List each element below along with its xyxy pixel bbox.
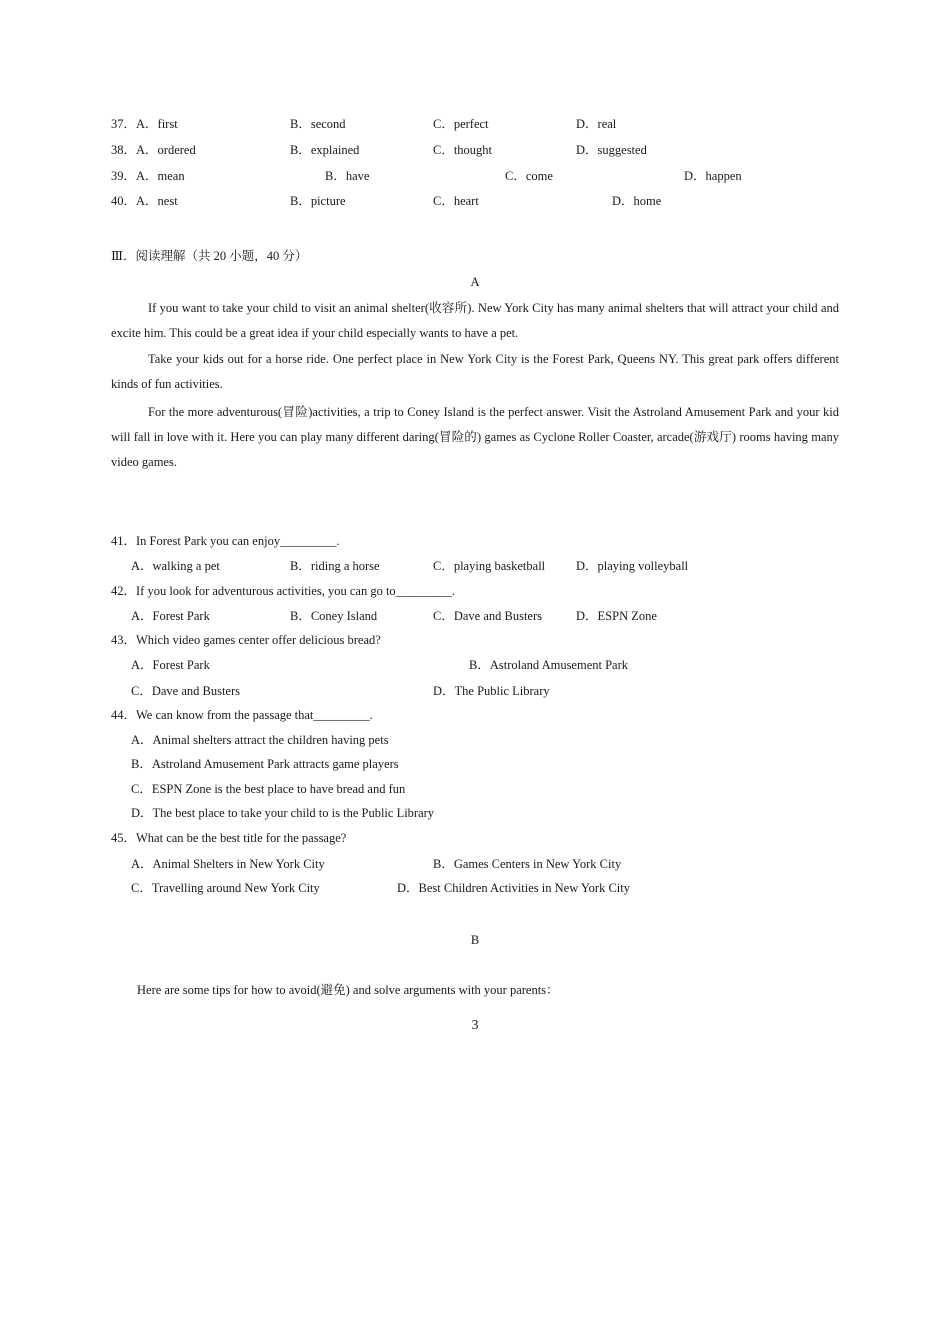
passage-a-paragraph-1 [111,296,839,346]
passage-a-paragraph-2-text: Take your kids out for a horse ride. One perfect place in New York City is the Forest Park, Queens NY. This great park offers different kinds of fun activities. [111,352,839,391]
q38-option-c: C．thought [433,143,493,157]
q45-stem: 45．What can be the best title for the passage? [111,831,347,845]
q41-option-b: B．riding a horse [290,559,380,573]
q44-option-b: B．Astroland Amusement Park attracts game players [131,757,399,771]
q39-option-b: B．have [325,169,370,183]
passage-a-paragraph-3-text: For the more adventurous(冒险)activities, a trip to Coney Island is the perfect answer. Visit the Astroland Amusement Park and your kid will fall in love with it. Here you can play many different daring(冒险的) games as Cyclone Roller Coaster, arcade(游戏厅) rooms having many video games. [111,405,839,469]
q44-option-a: A．Animal shelters attract the children having pets [131,733,389,747]
q45-option-d: D．Best Children Activities in New York City [397,881,630,895]
q42-option-a: A．Forest Park [131,609,210,623]
q37-number: 37． [111,117,137,131]
q43-option-d: D．The Public Library [433,684,550,698]
q38-option-a: A．ordered [136,143,196,157]
page-number: 3 [471,1018,479,1033]
q45-option-a: A．Animal Shelters in New York City [131,857,325,871]
passage-a-paragraph-2 [111,347,839,397]
section-heading: Ⅲ．阅读理解（共 20 小题，40 分） [111,249,308,263]
q39-option-a: A．mean [136,169,185,183]
q45-option-b: B．Games Centers in New York City [433,857,622,871]
q38-option-b: B．explained [290,143,360,157]
q44-option-d: D．The best place to take your child to is the Public Library [131,806,435,820]
q40-option-a: A．nest [136,194,178,208]
q43-option-a: A．Forest Park [131,658,210,672]
passage-a-paragraph-1-text: If you want to take your child to visit an animal shelter(收容所). New York City has many animal shelters that will attract your child and excite him. This could be a great idea if your child especially wants to have a pet. [111,301,839,340]
passage-a-paragraph-3 [111,400,839,475]
q42-option-b: B．Coney Island [290,609,378,623]
q38-option-d: D．suggested [576,143,647,157]
q41-option-c: C．playing basketball [433,559,546,573]
q42-option-c: C．Dave and Busters [433,609,543,623]
q40-option-c: C．heart [433,194,479,208]
passage-b-intro: Here are some tips for how to avoid(避免) and solve arguments with your parents： [137,983,559,997]
q43-stem: 43．Which video games center offer delicious bread? [111,633,381,647]
q42-stem: 42．If you look for adventurous activities, you can go to_________. [111,584,456,598]
q44-stem: 44．We can know from the passage that_________. [111,708,373,722]
q40-option-b: B．picture [290,194,346,208]
q41-option-a: A．walking a pet [131,559,220,573]
q41-option-d: D．playing volleyball [576,559,689,573]
q37-option-c: C．perfect [433,117,489,131]
q43-option-b: B．Astroland Amusement Park [469,658,629,672]
q40-option-d: D．home [612,194,662,208]
q37-option-b: B．second [290,117,346,131]
q41-stem: 41．In Forest Park you can enjoy_________. [111,534,340,548]
q39-option-d: D．happen [684,169,742,183]
q42-option-d: D．ESPN Zone [576,609,657,623]
q37-option-a: A．first [136,117,178,131]
q39-number: 39． [111,169,137,183]
q44-option-c: C．ESPN Zone is the best place to have bread and fun [131,782,406,796]
q38-number: 38． [111,143,137,157]
q37-option-d: D．real [576,117,617,131]
q40-number: 40． [111,194,137,208]
q43-option-c: C．Dave and Busters [131,684,241,698]
passage-b-label: B [470,933,480,947]
q39-option-c: C．come [505,169,553,183]
q45-option-c: C．Travelling around New York City [131,881,320,895]
passage-a-label: A [470,275,480,289]
